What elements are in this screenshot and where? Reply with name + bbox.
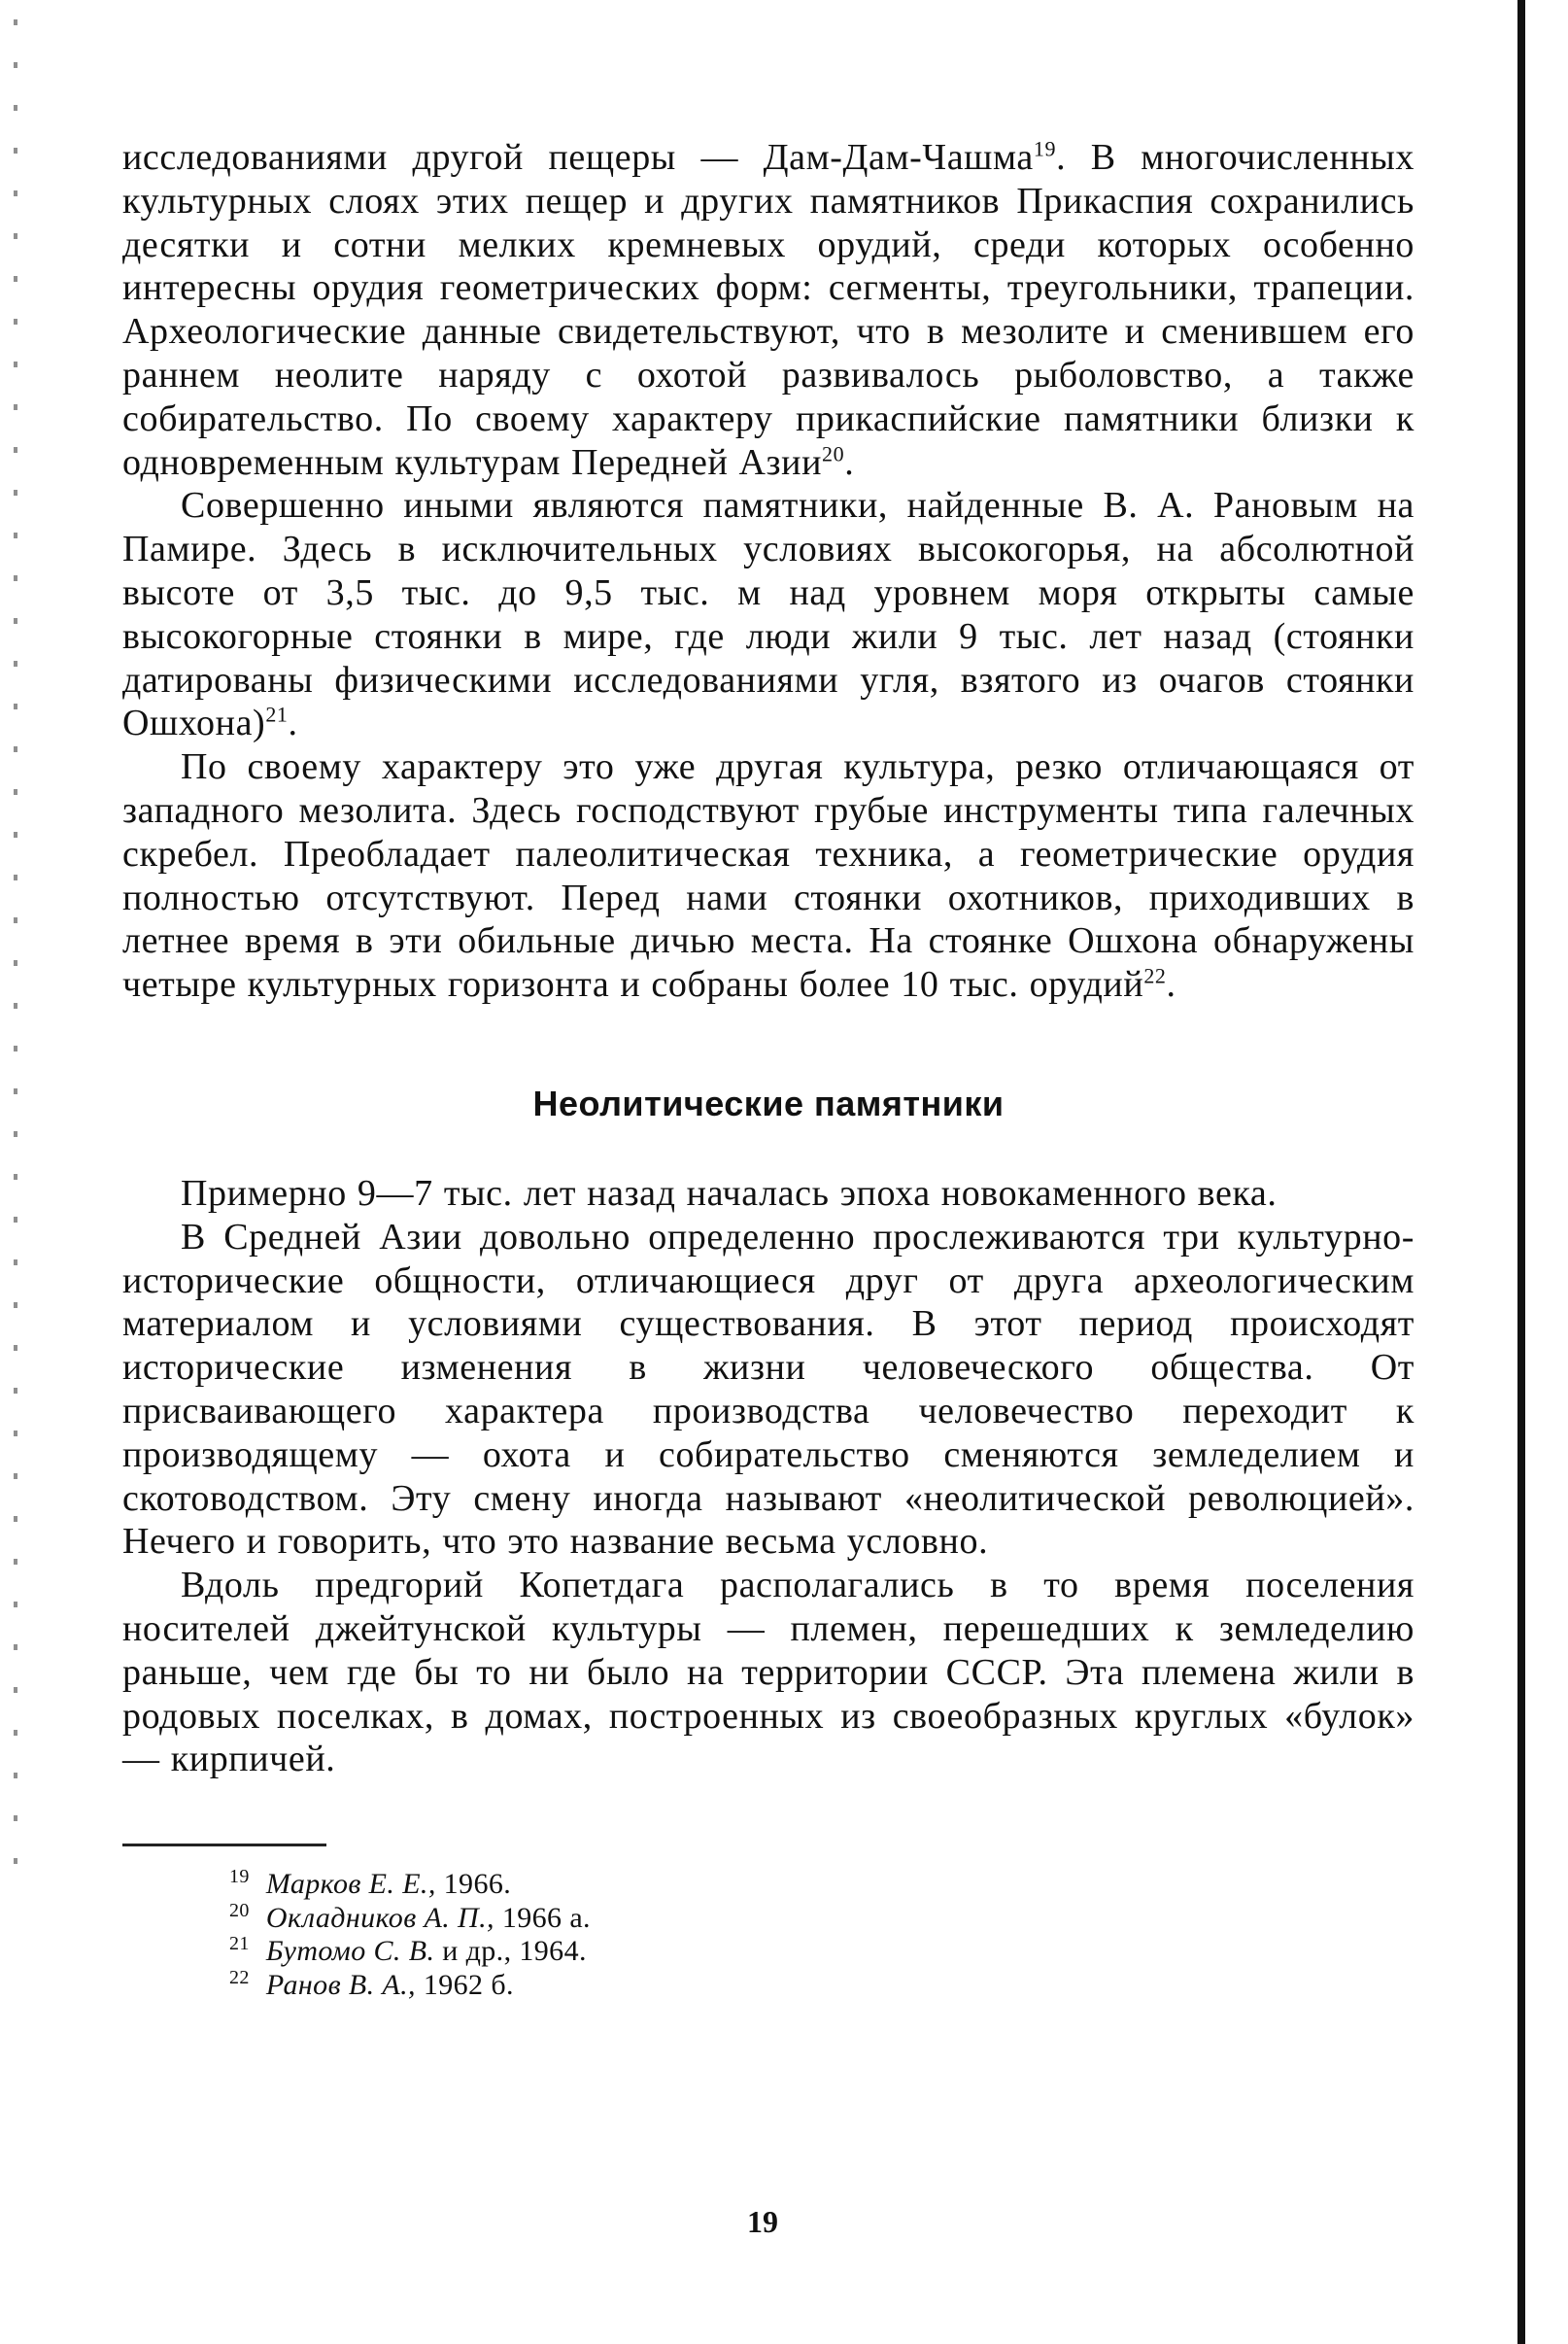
footnote: 22 Ранов В. А., 1962 б. — [229, 1966, 514, 2001]
paragraph — [122, 484, 1415, 745]
section-heading: Неолитические памятники — [532, 1083, 1005, 1123]
paragraph — [122, 136, 1415, 484]
footnote-year: 1962 б. — [423, 1968, 514, 2001]
footnote-year: 1966. — [443, 1868, 512, 1901]
footnote: 20 Окладников А. П., 1966 а. — [229, 1899, 591, 1934]
page-content — [122, 136, 1415, 2002]
paragraph-text: . — [288, 703, 298, 744]
page-number: 19 — [747, 2204, 778, 2239]
footnote: 21 Бутомо С. В. и др., 1964. — [229, 1933, 587, 1968]
scan-edge-specks — [14, 19, 17, 1866]
paragraph: В Средней Азии довольно определенно прослеживаются три культурно-исторические общности, отличающиеся друг от друга археологическим материалом и условиями существования. В этот период происходят исторические изменения в жизни человеческого общества. От присваивающего характера производства человечество переходит к производящему — охота и собирательство сменяются земледелием и скотоводством. Эту смену иногда называют «неолитической революцией». Нечего и говорить, что это название весьма условно. — [122, 1216, 1415, 1563]
footnote-author: Окладников А. П., — [265, 1901, 494, 1934]
paragraph-text: Совершенно иными являются памятники, найденные В. А. Рановым на Памире. Здесь в исключительных условиях высокогорья, на абсолютной высоте от 3,5 тыс. до 9,5 тыс. м над уровнем моря открыты самые высокогорные стоянки в мире, где люди жили 9 тыс. лет назад (стоянки датированы физическими исследованиями угля, взятого из очагов стоянки Ошхона) — [122, 485, 1415, 744]
scan-border-line — [1517, 0, 1525, 2344]
footnote-ref: 19 — [1033, 136, 1057, 161]
footnote-author: Марков Е. Е., — [265, 1868, 436, 1901]
footnote: 19 Марков Е. Е., 1966. — [229, 1866, 512, 1901]
footnote-ref: 20 — [822, 440, 845, 465]
paragraph-text: . — [844, 441, 855, 483]
footnote-divider — [122, 1844, 326, 1846]
footnote-year: 1966 а. — [501, 1901, 591, 1934]
paragraph — [122, 745, 1415, 1007]
paragraph: Вдоль предгорий Копетдага располагались в то время поселения носителей джейтунской культуры — племен, перешедших к земледелию раньше, чем где бы то ни было на территории СССР. Эта племена жили в родовых поселках, в домах, построенных из своеобразных круглых «булок» — кирпичей. — [122, 1565, 1415, 1780]
paragraph-text: исследованиями другой пещеры — Дам-Дам-Чашма — [122, 137, 1034, 178]
paragraph-text: . — [1166, 964, 1176, 1006]
footnote-year: и др., 1964. — [442, 1935, 587, 1968]
paragraph-text: По своему характеру это уже другая культура, резко отличающаяся от западного мезолита. Здесь господствуют грубые инструменты типа галечных скребел. Преобладает палеолитическая техника, а геометрические орудия полностью отсутствуют. Перед нами стоянки охотников, приходивших в летнее время в эти обильные дичью места. На стоянке Ошхона обнаружены четыре культурных горизонта и собраны более 10 тыс. орудий — [122, 746, 1415, 1006]
paragraph: Примерно 9—7 тыс. лет назад началась эпоха новокаменного века. — [181, 1172, 1278, 1214]
footnote-ref: 22 — [1143, 963, 1167, 988]
paragraph-text: . В многочисленных культурных слоях этих пещер и других памятников Прикаспия сохранились десятки и сотни мелких кремневых орудий, среди которых особенно интересны орудия геометрических форм: сегменты, треугольники, трапеции. Археологические данные свидетельствуют, что в мезолите и сменившем его раннем неолите наряду с охотой развивалось рыболовство, а также собирательство. По своему характеру прикаспийские памятники близки к одновременным культурам Передней Азии — [122, 137, 1415, 483]
footnote-author: Бутомо С. В. — [265, 1935, 435, 1968]
footnotes-list — [122, 1868, 1415, 2002]
footnote-author: Ранов В. А., — [265, 1968, 416, 2001]
footnote-ref: 21 — [265, 702, 289, 727]
